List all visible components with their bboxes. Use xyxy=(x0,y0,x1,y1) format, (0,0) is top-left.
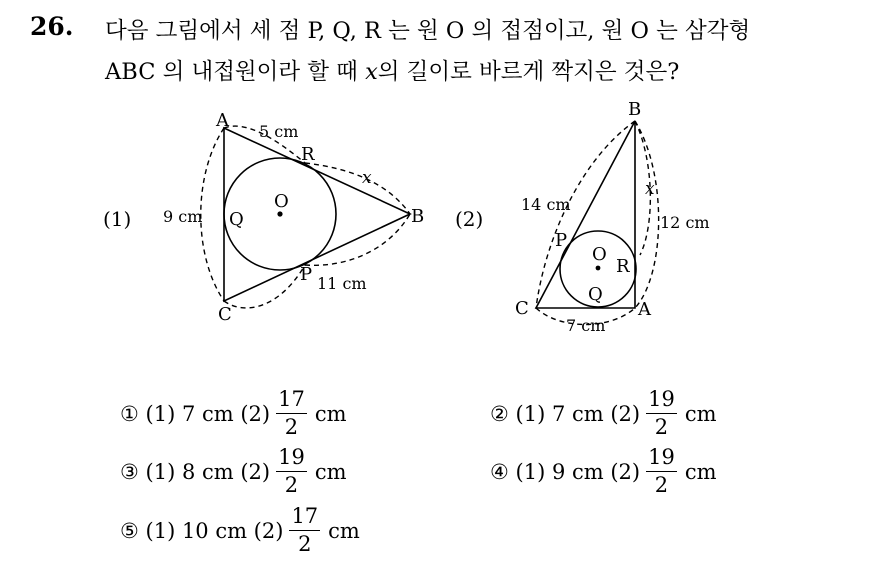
choice-1-unit: cm xyxy=(314,401,347,426)
question-text-line2-post: 의 길이로 바르게 짝지은 것은? xyxy=(377,59,680,85)
figure2-point-C: C xyxy=(515,298,529,319)
figure1-center-dot xyxy=(277,211,282,216)
figure2-point-Q: Q xyxy=(588,284,603,305)
figure1-length-x: x xyxy=(362,168,372,188)
figure1-length-PB: 11 cm xyxy=(317,274,367,293)
choice-3-unit: cm xyxy=(314,459,347,484)
question-number: 26. xyxy=(30,12,74,41)
figure1-point-A: A xyxy=(216,110,229,131)
choice-4-part1: (1) 9 cm (2) xyxy=(515,459,641,484)
figure2-triangle xyxy=(536,121,635,308)
choice-4-mark: ④ xyxy=(490,459,509,484)
choice-2[interactable] xyxy=(490,389,717,438)
choice-2-unit: cm xyxy=(684,401,717,426)
choice-3-numerator: 19 xyxy=(276,447,307,472)
figure1-point-C: C xyxy=(218,304,232,325)
choice-2-mark: ② xyxy=(490,401,509,426)
choice-1-denominator: 2 xyxy=(284,415,299,439)
choice-5-numerator: 17 xyxy=(289,506,320,531)
choice-1-numerator: 17 xyxy=(276,389,307,414)
figure2-length-BC: 14 cm xyxy=(521,195,571,214)
choice-4[interactable] xyxy=(490,447,717,496)
choice-5-part1: (1) 10 cm (2) xyxy=(145,518,284,543)
choice-1-fraction xyxy=(276,389,307,438)
figure2-point-O: O xyxy=(592,244,607,265)
figure2-label: (2) xyxy=(455,207,484,231)
question-text-line1: 다음 그림에서 세 점 P, Q, R 는 원 O 의 접점이고, 원 O 는 삼각형 xyxy=(105,18,751,44)
figure2-arc-BA xyxy=(635,121,659,308)
figure2-point-B: B xyxy=(628,99,642,120)
choice-3-part1: (1) 8 cm (2) xyxy=(145,459,271,484)
choice-3[interactable] xyxy=(120,447,347,496)
choice-5[interactable] xyxy=(120,506,360,555)
choice-3-mark: ③ xyxy=(120,459,139,484)
choice-4-unit: cm xyxy=(684,459,717,484)
choice-1[interactable] xyxy=(120,389,347,438)
figure1-label: (1) xyxy=(103,207,132,231)
choice-4-fraction xyxy=(646,447,677,496)
figure1-point-B: B xyxy=(411,206,425,227)
figure2-length-AB: 12 cm xyxy=(660,213,710,232)
choice-4-denominator: 2 xyxy=(654,473,669,497)
figure1-arc-AC xyxy=(201,128,224,301)
choice-3-denominator: 2 xyxy=(284,473,299,497)
choice-5-fraction xyxy=(289,506,320,555)
figure2-point-R: R xyxy=(616,256,630,277)
choice-3-fraction xyxy=(276,447,307,496)
choice-2-numerator: 19 xyxy=(646,389,677,414)
figure2-length-x: x xyxy=(645,179,655,199)
figure-2 xyxy=(455,99,710,335)
choice-1-mark: ① xyxy=(120,401,139,426)
figure2-point-A: A xyxy=(638,299,651,320)
figure1-point-R: R xyxy=(301,144,315,165)
figure2-center-dot xyxy=(596,266,601,271)
figure-1 xyxy=(103,110,424,325)
figure1-point-Q: Q xyxy=(229,209,244,230)
choice-2-fraction xyxy=(646,389,677,438)
choice-2-part1: (1) 7 cm (2) xyxy=(515,401,641,426)
question-text-line2-pre: ABC 의 내접원이라 할 때 xyxy=(105,59,366,85)
question-variable-x: x xyxy=(365,59,378,85)
figure1-point-P: P xyxy=(300,264,313,285)
figure1-length-AR: 5 cm xyxy=(259,122,299,141)
choice-5-unit: cm xyxy=(328,518,360,543)
figure1-point-O: O xyxy=(274,191,289,212)
figure1-arc-CP xyxy=(224,265,305,308)
figure2-point-P: P xyxy=(555,230,568,251)
figure1-length-AC: 9 cm xyxy=(163,207,203,226)
choice-2-denominator: 2 xyxy=(654,415,669,439)
figure2-length-CA: 7 cm xyxy=(566,316,606,335)
choice-5-denominator: 2 xyxy=(298,532,312,556)
choice-4-numerator: 19 xyxy=(646,447,677,472)
choice-5-mark: ⑤ xyxy=(120,518,139,543)
choice-1-part1: (1) 7 cm (2) xyxy=(145,401,271,426)
